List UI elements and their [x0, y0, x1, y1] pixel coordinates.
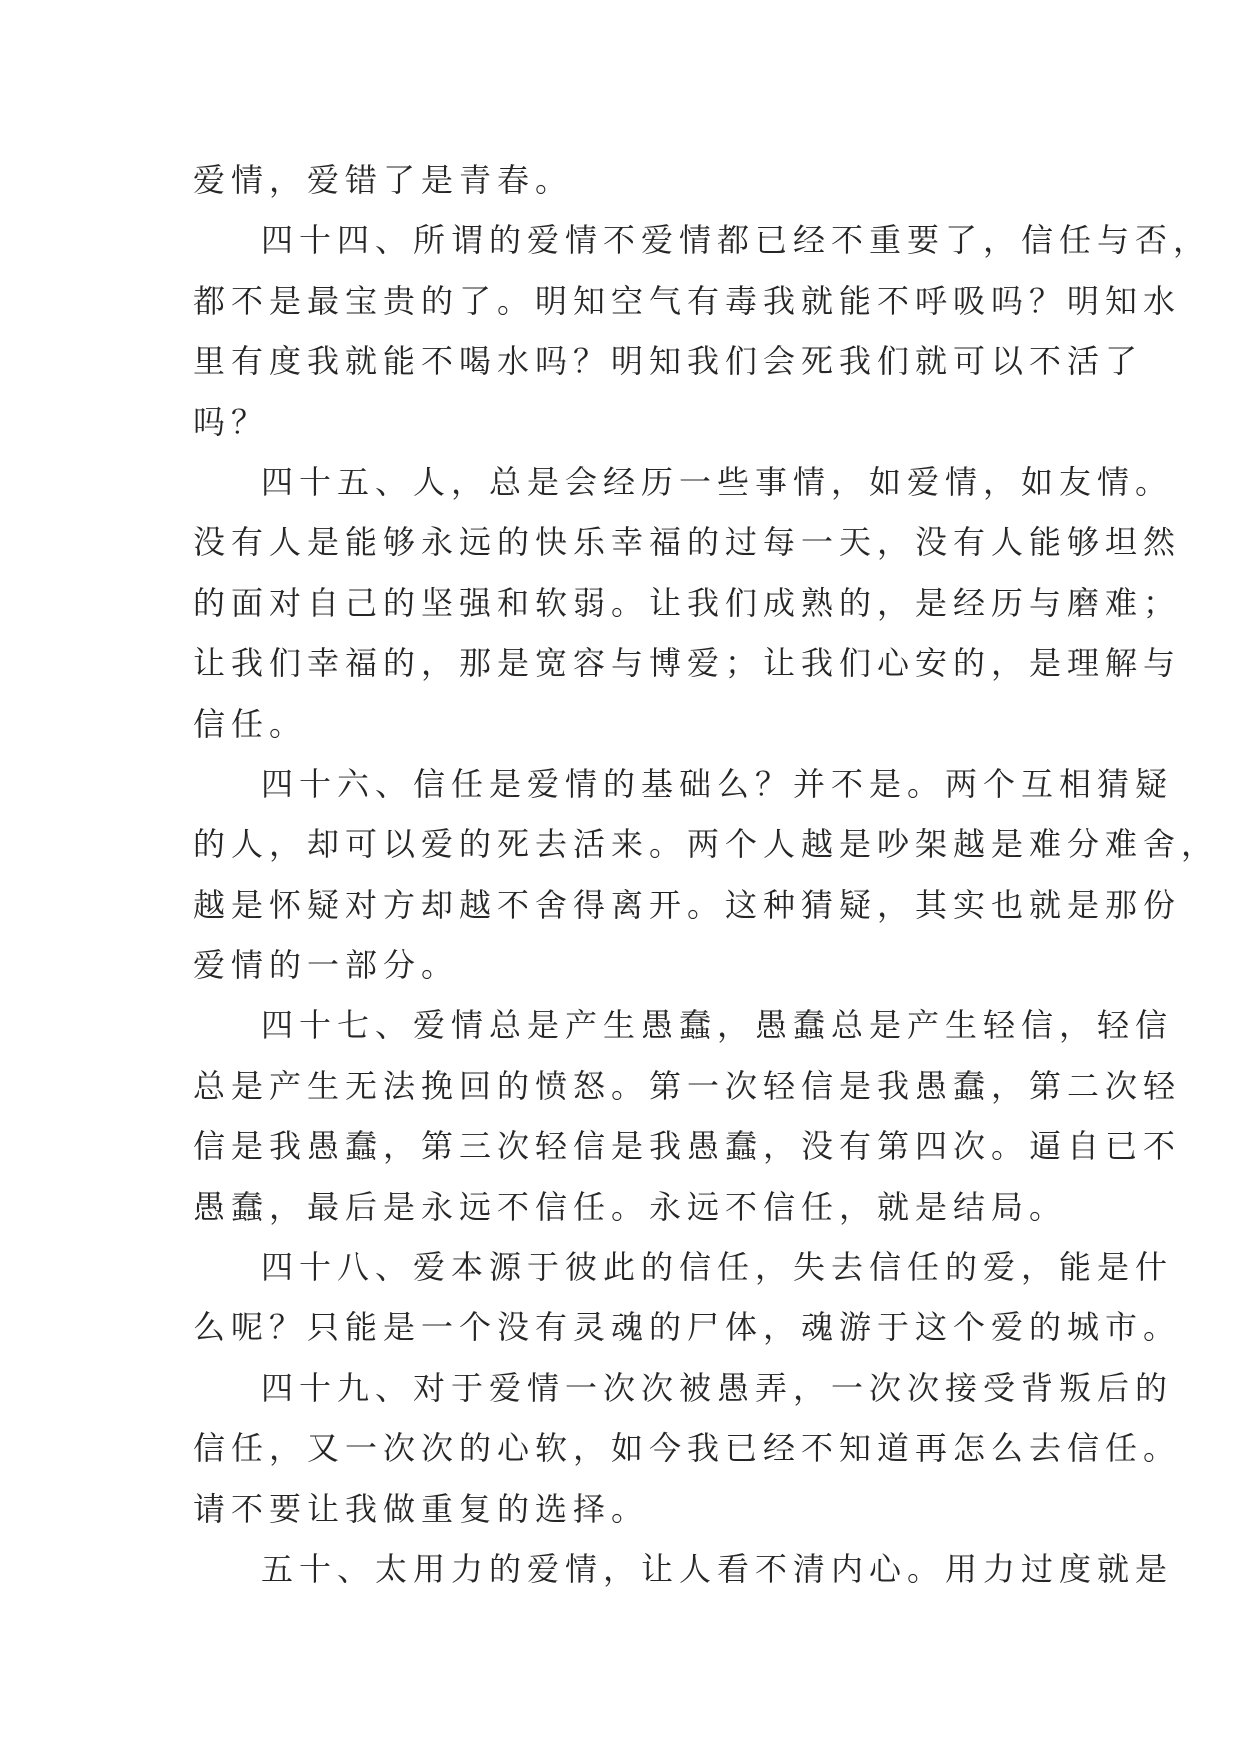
text-line: 请不要让我做重复的选择。	[193, 1489, 650, 1528]
text-line: 四十四、所谓的爱情不爱情都已经不重要了，信任与否，	[261, 221, 1212, 260]
text-line: 总是产生无法挽回的愤怒。第一次轻信是我愚蠢，第二次轻	[193, 1066, 1182, 1105]
text-line: 的面对自己的坚强和软弱。让我们成熟的，是经历与磨难；	[193, 583, 1182, 622]
text-line: 四十六、信任是爱情的基础么？并不是。两个互相猜疑	[261, 764, 1174, 803]
text-line: 信是我愚蠢，第三次轻信是我愚蠢，没有第四次。逼自已不	[193, 1127, 1182, 1166]
text-line: 五十、太用力的爱情，让人看不清内心。用力过度就是	[261, 1549, 1174, 1588]
text-line: 的人，却可以爱的死去活来。两个人越是吵架越是难分难舍，	[193, 825, 1220, 864]
text-line: 四十九、对于爱情一次次被愚弄，一次次接受背叛后的	[261, 1368, 1174, 1407]
text-line: 爱情的一部分。	[193, 946, 460, 985]
text-line: 没有人是能够永远的快乐幸福的过每一天，没有人能够坦然	[193, 523, 1182, 562]
text-line: 越是怀疑对方却越不舍得离开。这种猜疑，其实也就是那份	[193, 885, 1182, 924]
text-line: 都不是最宝贵的了。明知空气有毒我就能不呼吸吗？明知水	[193, 281, 1182, 320]
text-line: 信任。	[193, 704, 308, 743]
text-line: 吗？	[193, 402, 270, 441]
text-line: 爱情，爱错了是青春。	[193, 161, 574, 199]
text-line: 四十八、爱本源于彼此的信任，失去信任的爱，能是什	[261, 1248, 1174, 1287]
text-line: 让我们幸福的，那是宽容与博爱；让我们心安的，是理解与	[193, 644, 1182, 683]
text-line: 愚蠢，最后是永远不信任。永远不信任，就是结局。	[193, 1187, 1068, 1226]
document-body	[193, 150, 1220, 1599]
text-line: 么呢？只能是一个没有灵魂的尸体，魂游于这个爱的城市。	[193, 1308, 1182, 1347]
text-line: 信任，又一次次的心软，如今我已经不知道再怎么去信任。	[193, 1429, 1182, 1468]
text-line: 四十七、爱情总是产生愚蠢，愚蠢总是产生轻信，轻信	[261, 1006, 1174, 1045]
text-line: 里有度我就能不喝水吗？明知我们会死我们就可以不活了	[193, 342, 1144, 381]
text-line: 四十五、人，总是会经历一些事情，如爱情，如友情。	[261, 462, 1174, 501]
